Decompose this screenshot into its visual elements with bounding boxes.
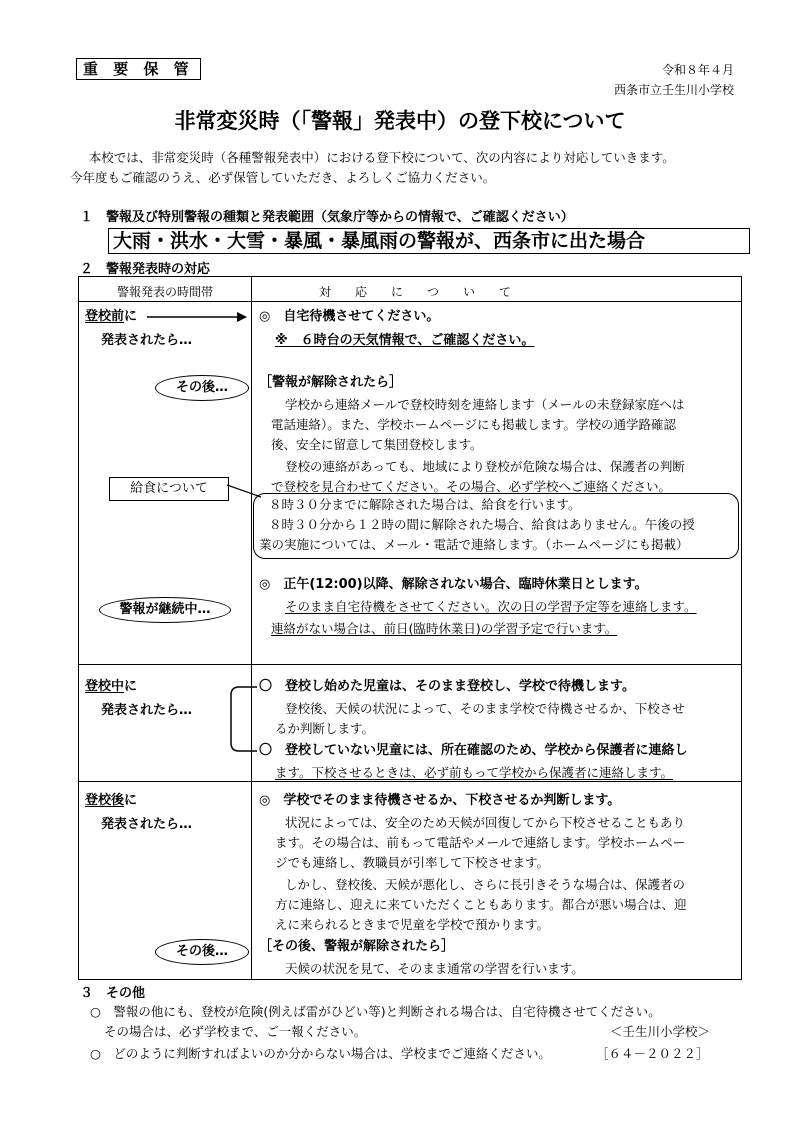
bracket-icon [223,681,259,757]
arrow-right-icon [147,311,247,323]
row-after-label [85,791,137,811]
released-line: で登校を見合わせてください。その場合、必ず学校へご連絡ください。 [271,479,672,494]
before-label-sub: 発表されたら… [101,333,193,348]
after-line: 方に連絡し、迎えに来ていただくこともあります。都合が悪い場合は、迎 [275,897,687,912]
after-label-suffix: に [124,793,138,808]
table-row-divider [79,664,741,665]
row-before-label [85,307,137,327]
section-3-heading: ３ その他 [80,986,146,1001]
during-label-main: 登校中 [85,679,125,694]
during-label-sub: 発表されたら… [101,703,193,718]
after-line: ます。その場合は、前もって電話やメールで連絡します。学校ホームペー [275,835,686,850]
after-line: しかし、登校後、天候が悪化し、さらに長引きそうな場合は、保護者の [285,877,686,892]
during-item-1: 〇 登校し始めた児童は、そのまま登校し、学校で待機します。 [259,679,635,694]
continue-line: 連絡がない場合は、前日(臨時休業日)の学習予定で行います。 [271,621,618,636]
lunch-line: 業の実施については、メール・電話で連絡します。（ホームページにも掲載） [259,537,689,552]
response-table [78,276,742,980]
during-item-2: 〇 登校していない児童には、所在確認のため、学校から保護者に連絡し [259,743,688,758]
lunch-label-box: 給食について [109,477,229,501]
continue-line: そのまま自宅待機をさせてください。次の日の学習予定等を連絡します。 [285,599,697,614]
intro-line-2: 今年度もご確認のうえ、必ず保管していただき、よろしくご協力ください。 [70,170,496,185]
lunch-line: ８時３０分までに解除された場合は、給食を行います。 [269,497,581,512]
table-column-divider [251,277,252,979]
after-line: ジでも連絡し、教職員が引率して下校させます。 [275,855,550,870]
continue-main: ◎ 正午(12:00)以降、解除されない場合、臨時休業日とします。 [259,577,648,592]
released-line: 電話連絡）。また、学校ホームページにも掲載します。学校の通学路確認 [271,417,677,432]
other-item-1: ○ 警報の他にも、登校が危険(例えば雷がひどい等)と判断される場合は、自宅待機させてください。 [90,1004,661,1019]
school-name: 西条市立壬生川小学校 [613,83,734,97]
warning-condition-box: 大雨・洪水・大雪・暴風・暴風雨の警報が、西条市に出た場合 [108,228,750,254]
row-during-label [85,677,137,697]
before-main: ◎ 自宅待機させてください。 [259,309,440,324]
after-arrival-oval: その後… [155,939,249,965]
school-phone: ［６４－２０２２］ [596,1046,709,1061]
issue-date: 令和８年４月 [661,63,734,77]
intro-text [70,148,750,188]
before-note: ※ ６時台の天気情報で、ご確認ください。 [275,333,535,348]
lunch-line: ８時３０分から１２時の間に解除された場合、給食はありません。午後の授 [269,517,695,532]
after-oval: その後… [155,375,249,401]
section-1-heading: １ 警報及び特別警報の種類と発表範囲（気象庁等からの情報で、ご確認ください） [80,210,574,225]
school-tag: ＜壬生川小学校＞ [610,1024,711,1039]
released-heading: ［警報が解除されたら］ [259,375,403,390]
after-line: えに来られるときまで児童を学校で預かります。 [275,917,550,932]
released-line: 学校から連絡メールで登校時刻を連絡します（メールの未登録家庭へは [285,397,685,412]
col-header-time: 警報発表の時間帯 [117,285,214,299]
important-stamp: 重 要 保 管 [76,58,201,80]
after-main: ◎ 学校でそのまま待機させるか、下校させるか判断します。 [259,793,621,808]
continue-oval: 警報が継続中… [99,597,231,623]
after-label-main: 登校後 [85,793,125,808]
other-item-2: ○ どのように判断すればよいのか分からない場合は、学校までご連絡ください。 [90,1046,551,1061]
after-released-heading: ［その後、警報が解除されたら］ [259,939,455,954]
before-label-main: 登校前 [85,309,125,324]
issue-info [614,60,734,100]
other-item-1-line-2: その場合は、必ず学校まで、ご一報ください。 [104,1024,367,1039]
after-label-sub: 発表されたら… [101,817,193,832]
during-item-2-line: ます。下校させるときは、必ず前もって学校から保護者に連絡します。 [275,765,674,780]
during-item-1-line: るか判断します。 [275,721,375,736]
after-released-line: 天候の状況を見て、そのまま通常の学習を行います。 [285,961,584,976]
during-label-suffix: に [124,679,138,694]
released-line: 後、安全に留意して集団登校します。 [271,437,483,452]
before-label-suffix: に [124,309,138,324]
page-title: 非常変災時（「警報」発表中）の登下校について [174,109,626,133]
section-2-heading: ２ 警報発表時の対応 [80,262,211,277]
released-line: 登校の連絡があっても、地域により登校が危険な場合は、保護者の判断 [285,459,685,474]
table-header-divider [79,301,741,302]
intro-line-1: 本校では、非常変災時（各種警報発表中）における登下校について、次の内容により対応していきます。 [88,150,675,165]
during-item-1-line: 登校後、天候の状況によって、そのまま学校で待機させるか、下校させ [285,701,685,716]
col-header-response: 対 応 に つ い て [319,285,512,299]
after-line: 状況によっては、安全のため天候が回復してから下校させることもあり [285,815,686,830]
